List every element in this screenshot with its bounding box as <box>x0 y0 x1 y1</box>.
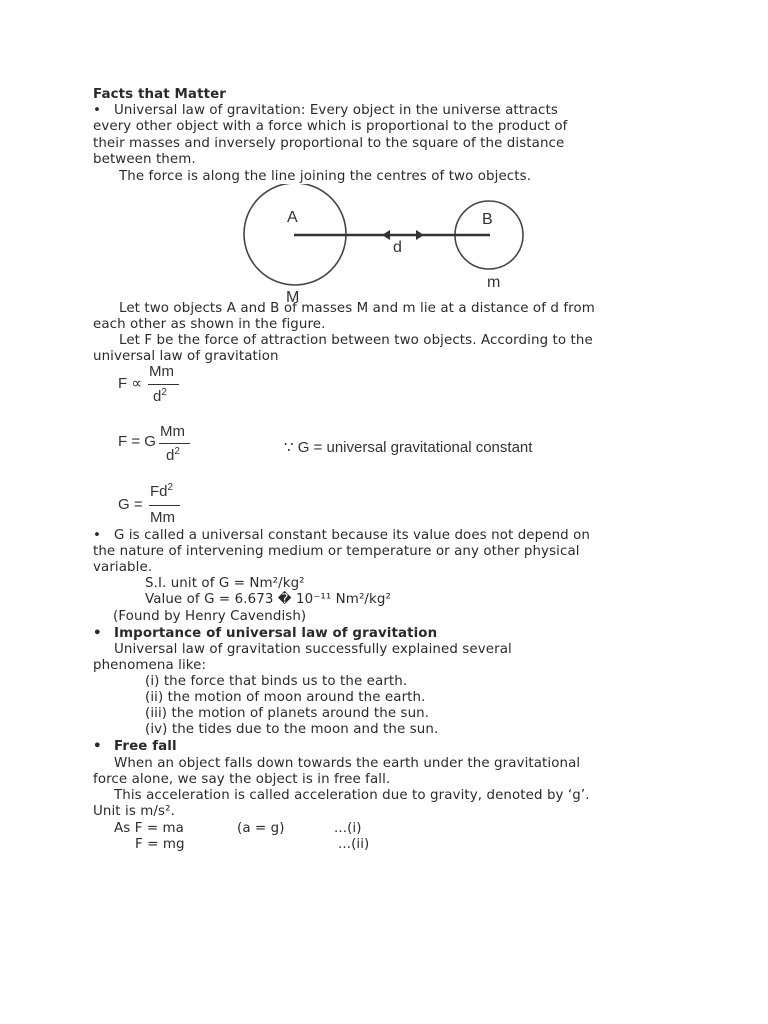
free-fall-line-2: force alone, we say the object is in free fall. <box>93 772 391 787</box>
g-found-by: (Found by Henry Cavendish) <box>113 609 307 624</box>
intro-line-4: between them. <box>93 152 196 167</box>
section-heading: Facts that Matter <box>93 87 226 102</box>
importance-item-3: (iii) the motion of planets around the sun. <box>145 706 430 721</box>
eq3-lhs: G = <box>118 496 143 513</box>
g-si-unit: S.I. unit of G = Nm²/kg² <box>145 576 305 591</box>
setup-line-3: Let F be the force of attraction between two objects. According to the <box>119 333 593 348</box>
eq3-fraction-bar <box>149 505 180 506</box>
bullet-glyph: • <box>93 528 101 543</box>
setup-line-2: each other as shown in the figure. <box>93 317 326 332</box>
importance-item-2: (ii) the motion of moon around the earth. <box>145 690 426 705</box>
importance-item-1: (i) the force that binds us to the earth. <box>145 674 408 689</box>
eq2-fraction-bar <box>159 443 190 444</box>
eq1-lhs: F ∝ <box>118 375 143 392</box>
label-b: B <box>482 211 493 228</box>
g-line-3: variable. <box>93 560 153 575</box>
label-d: d <box>393 239 402 256</box>
label-mass-big: M <box>286 289 300 306</box>
eq1-numerator: Mm <box>149 363 174 380</box>
intro-line-2: every other object with a force which is proportional to the product of <box>93 119 568 134</box>
eq-i-middle: (a = g) <box>237 821 285 836</box>
importance-title: Importance of universal law of gravitation <box>114 626 438 641</box>
equation-with-g <box>118 423 208 471</box>
bullet-glyph: • <box>93 103 101 118</box>
importance-item-4: (iv) the tides due to the moon and the sun. <box>145 722 439 737</box>
bullet-glyph: • <box>93 739 102 754</box>
equation-proportional <box>118 363 198 411</box>
eq1-denominator: $d^2$ <box>153 387 167 405</box>
two-masses-diagram <box>232 184 542 308</box>
eq2-lhs: F = G <box>118 433 156 450</box>
importance-line-2: phenomena like: <box>93 658 207 673</box>
eq1-fraction-bar <box>148 384 179 385</box>
free-fall-line-1: When an object falls down towards the earth under the gravitational <box>114 756 581 771</box>
importance-line-1: Universal law of gravitation successfully explained several <box>114 642 512 657</box>
arrow-right-icon <box>382 230 390 240</box>
eq-ii-tag: ...(ii) <box>338 837 370 852</box>
g-value: Value of G = 6.673 � 10⁻¹¹ Nm²/kg² <box>145 592 391 607</box>
arrow-left-icon <box>416 230 424 240</box>
setup-line-1: Let two objects A and B of masses M and m lie at a distance of d from <box>119 301 595 316</box>
eq-ii-left: F = mg <box>135 837 185 852</box>
eq3-numerator: Fd$^2$ <box>150 482 174 500</box>
eq-i-tag: ...(i) <box>334 821 362 836</box>
eq-i-left: As F = ma <box>114 821 184 836</box>
free-fall-line-4: Unit is m/s². <box>93 804 175 819</box>
g-line-1: G is called a universal constant because its value does not depend on <box>114 528 590 543</box>
intro-line-5: The force is along the line joining the centres of two objects. <box>119 169 532 184</box>
equation-g-formula <box>118 482 198 530</box>
eq2-note: ∵ G = universal gravitational constant <box>284 439 533 456</box>
label-mass-small: m <box>487 274 501 291</box>
label-a: A <box>287 209 298 226</box>
setup-line-4: universal law of gravitation <box>93 349 279 364</box>
g-line-2: the nature of intervening medium or temperature or any other physical <box>93 544 580 559</box>
bullet-glyph: • <box>93 626 102 641</box>
eq3-denominator: Mm <box>150 509 175 526</box>
eq2-denominator: $d^2$ <box>166 446 180 464</box>
intro-line-1: Universal law of gravitation: Every object in the universe attracts <box>114 103 558 118</box>
free-fall-title: Free fall <box>114 739 177 754</box>
intro-line-3: their masses and inversely proportional to the square of the distance <box>93 136 565 151</box>
eq2-numerator: Mm <box>160 423 185 440</box>
free-fall-line-3: This acceleration is called acceleration due to gravity, denoted by ‘g’. <box>114 788 590 803</box>
